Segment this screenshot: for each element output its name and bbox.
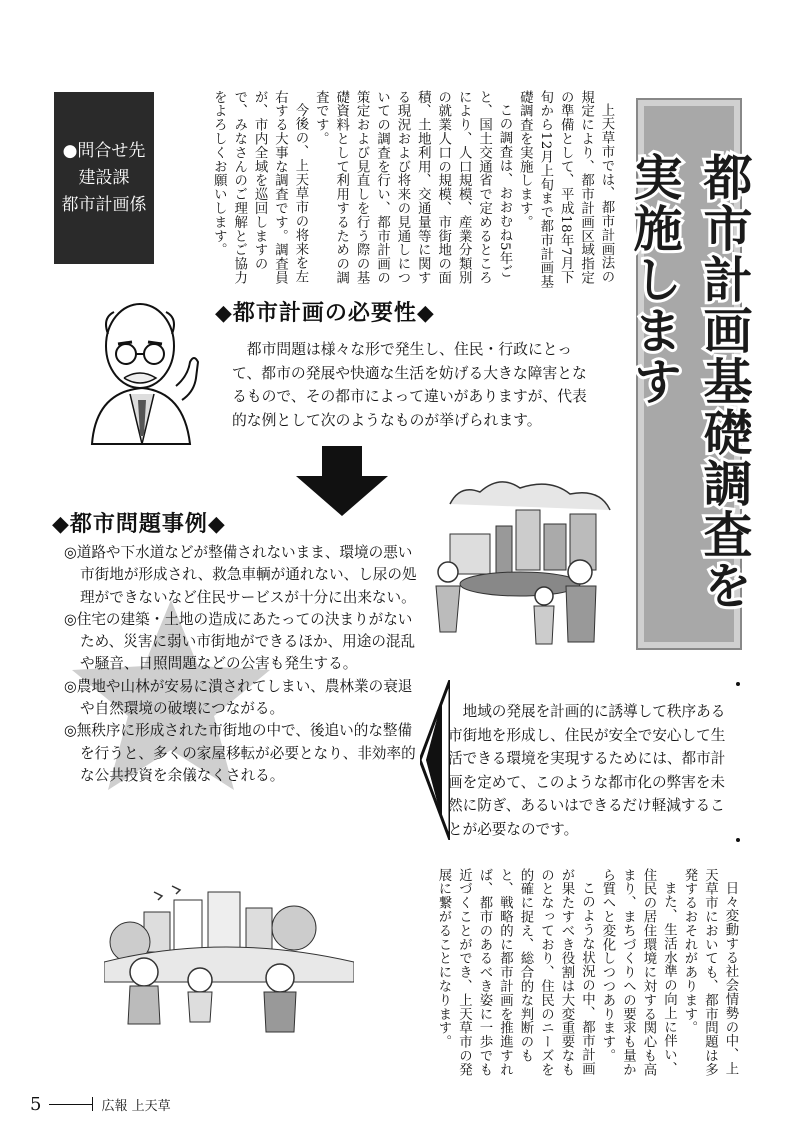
conclusion-text — [448, 700, 728, 841]
left-bracket-arrow-icon — [420, 680, 450, 840]
contact-dept: 建設課 — [78, 167, 130, 188]
marker-dot — [736, 838, 740, 842]
case-item: ◎無秩序に形成された市街地の中で、後追い的な整備を行うと、多くの家屋移転が必要となり、非効率的な公共投資を余儀なくされる。 — [64, 722, 416, 784]
closing-paragraph: また、生活水準の向上に伴い、住民の居住環境に対する関心も高まり、まちづくりへの要求も量から質へと変化しつつあります。 — [600, 868, 677, 1077]
case-item: ◎住宅の建築・土地の造成にあたっての決まりがないため、災害に弱い市街地ができるほか、用途の混乱や騒音、日照問題などの公害も発生する。 — [64, 610, 416, 673]
cases-list — [60, 540, 428, 789]
intro-paragraph: この調査は、おおむね5年ごと、国土交通省で定めるところにより、人口規模、産業分類別の就業人口の規模、市街地の面積、土地利用、交通量等に関する現況および将来の見通しについての調査を行い、都市計画の策定および見直しを行う際の基礎資料として利用するための調査です。 — [313, 90, 512, 285]
intro-paragraph: 今後の、上天草市の将来を左右する大事な調査です。調査員が、市内全域を巡回しますので、みなさんのご理解とご協力をよろしくお願いします。 — [211, 90, 308, 285]
title-band — [626, 98, 753, 650]
down-arrow-icon — [296, 446, 388, 516]
polluted-city-illustration — [420, 474, 626, 650]
closing-paragraph: このような状況の中、都市計画が果たすべき役割は大変重要なものとなっており、住民のニーズを的確に捉え、総合的な判断のもと、戦略的に都市計画を推進すれば、都市のあるべき姿に一歩でも近づくことができ、上天草市の発展に繋がることになります。 — [436, 868, 595, 1077]
page-title: 都市計画基礎調査を実施します — [626, 152, 753, 611]
intro-text — [172, 90, 616, 290]
necessity-body — [232, 338, 597, 432]
marker-dot — [736, 682, 740, 686]
case-item: ◎農地や山林が安易に潰されてしまい、農林業の衰退や自然環境の破壊につながる。 — [64, 677, 413, 718]
publication-name: 広報 上天草 — [101, 1099, 171, 1114]
page-number: 5 — [30, 1094, 42, 1115]
intro-paragraph: 上天草市では、都市計画法の規定により、都市計画区域指定の準備として、平成18年7月下旬から12月上旬まで都市計画基礎調査を実施します。 — [517, 90, 614, 289]
conclusion-paragraph: 地域の発展を計画的に誘導して秩序ある市街地を形成し、住民が安全で安心して生活できる環境を実現するためには、都市計画を定めて、このような都市化の弊害を未然に防ぎ、あるいはできるだけ軽減することが必要なのです。 — [448, 703, 726, 838]
contact-section: 都市計画係 — [61, 194, 147, 215]
cases-heading: ◆都市問題事例◆ — [52, 512, 226, 537]
necessity-paragraph: 都市問題は様々な形で発生し、住民・行政にとって、都市の発展や快適な生活を妨げる大きな障害となるもので、その都市によって違いがありますが、代表的な例として次のようなものが挙げられます。 — [232, 341, 587, 429]
page-footer — [30, 1094, 171, 1115]
professor-illustration — [72, 296, 212, 446]
footer-rule — [49, 1104, 93, 1105]
happy-town-illustration — [104, 872, 354, 1040]
necessity-heading: ◆都市計画の必要性◆ — [215, 301, 435, 326]
contact-label: ●問合せ先 — [62, 140, 146, 161]
closing-paragraph: 日々変動する社会情勢の中、上天草市においても、都市問題は多発するおそれがあります。 — [682, 868, 738, 1077]
case-item: ◎道路や下水道などが整備されないまま、環境の悪い市街地が形成され、救急車輌が通れない、し尿の処理ができないなど住民サービスが十分に出来ない。 — [64, 544, 417, 606]
closing-text — [368, 868, 740, 1078]
contact-box — [54, 92, 154, 264]
